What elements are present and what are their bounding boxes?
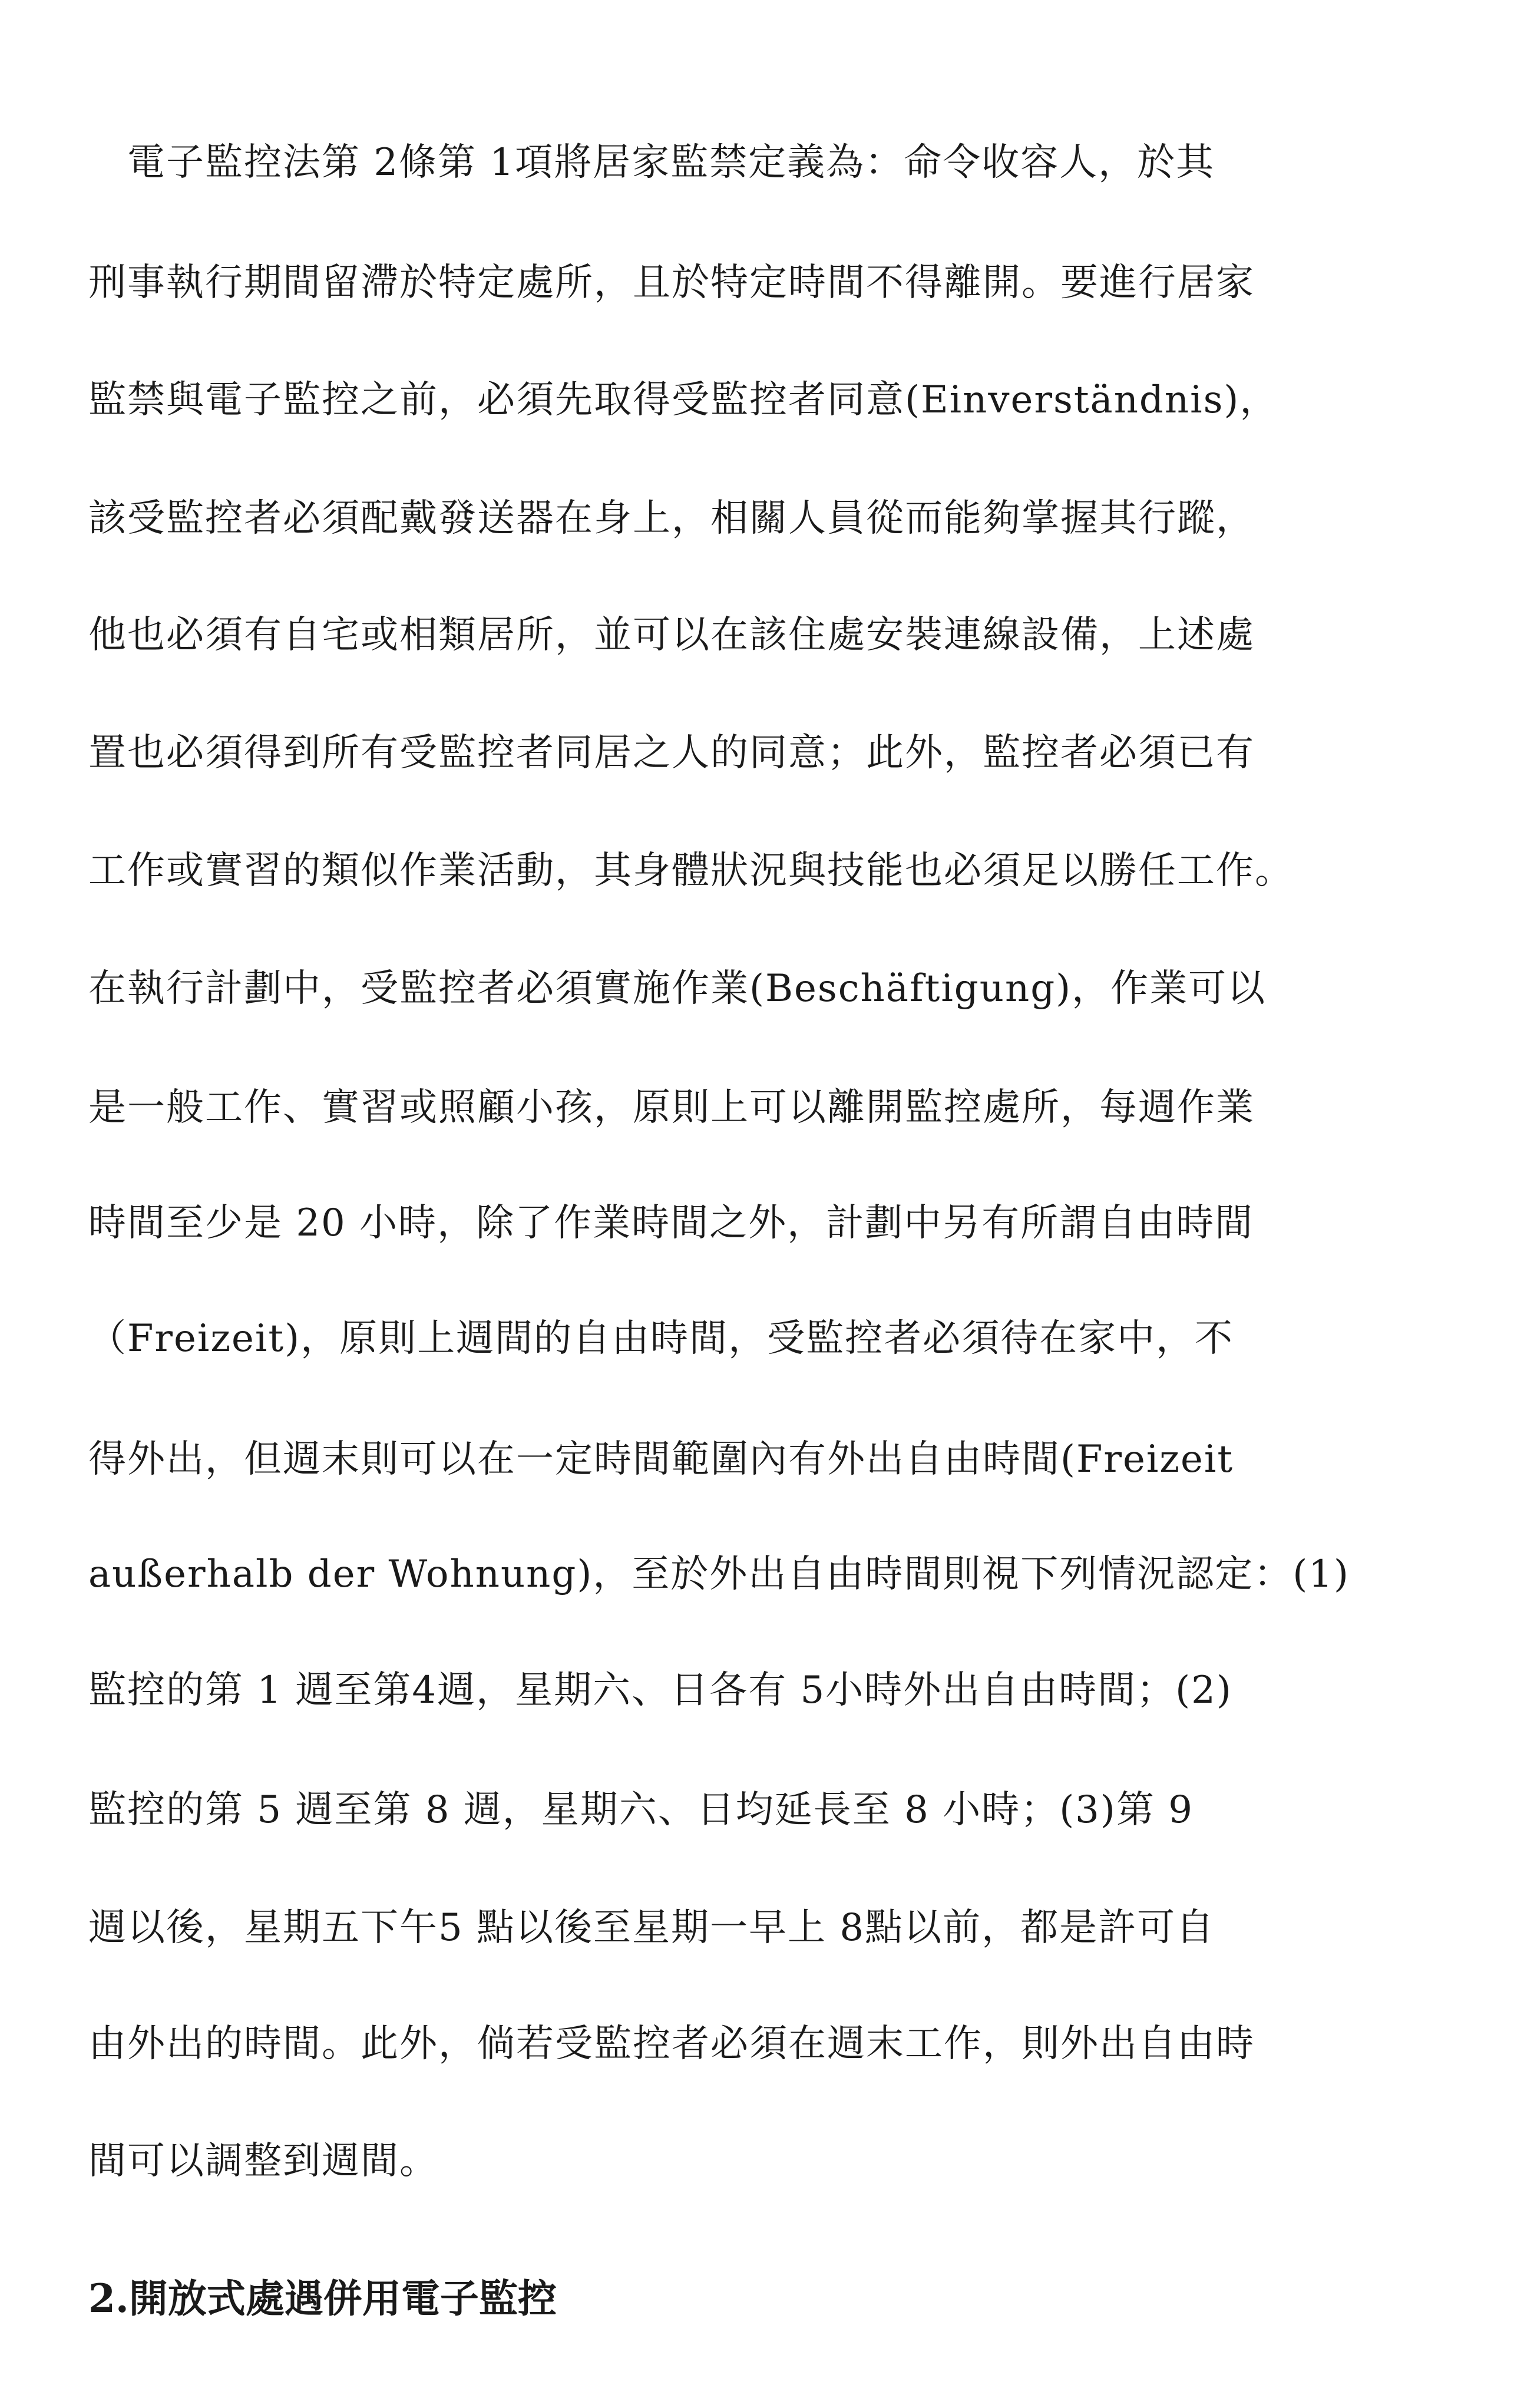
paragraph-line-3: 監禁與電子監控之前，必須先取得受監控者同意(Einverständnis)， — [88, 378, 1279, 422]
paragraph-line-11: （Freizeit)，原則上週間的自由時間，受監控者必須待在家中，不 — [88, 1317, 1234, 1360]
paragraph-line-1: 電子監控法第 2條第 1項將居家監禁定義為：命令收容人，於其 — [88, 141, 1215, 184]
paragraph-line-4: 該受監控者必須配戴發送器在身上，相關人員從而能夠掌握其行蹤， — [88, 497, 1255, 540]
paragraph-line-16: 週以後，星期五下午5 點以後至星期一早上 8點以前，都是許可自 — [88, 1906, 1215, 1950]
paragraph-line-8: 在執行計劃中，受監控者必須實施作業(Beschäftigung)，作業可以 — [88, 967, 1267, 1010]
section-heading: 2.開放式處遇併用電子監控 — [88, 2275, 557, 2321]
paragraph-line-10: 時間至少是 20 小時，除了作業時間之外，計劃中另有所謂自由時間 — [88, 1201, 1254, 1245]
paragraph-line-2: 刑事執行期間留滯於特定處所，且於特定時間不得離開。要進行居家 — [88, 261, 1255, 305]
paragraph-line-18: 間可以調整到週間。 — [88, 2139, 438, 2183]
paragraph-line-12: 得外出，但週末則可以在一定時間範圍內有外出自由時間(Freizeit — [88, 1438, 1234, 1481]
paragraph-line-15: 監控的第 5 週至第 8 週，星期六、日均延長至 8 小時；(3)第 9 — [88, 1788, 1194, 1832]
paragraph-line-7: 工作或實習的類似作業活動，其身體狀況與技能也必須足以勝任工作。 — [88, 849, 1294, 893]
paragraph-line-6: 置也必須得到所有受監控者同居之人的同意；此外，監控者必須已有 — [88, 731, 1255, 775]
paragraph-line-5: 他也必須有自宅或相類居所，並可以在該住處安裝連線設備，上述處 — [88, 613, 1255, 657]
paragraph-line-17: 由外出的時間。此外，倘若受監控者必須在週末工作，則外出自由時 — [88, 2022, 1255, 2066]
paragraph-line-13: außerhalb der Wohnung)，至於外出自由時間則視下列情況認定：(1) — [88, 1553, 1350, 1596]
paragraph-line-9: 是一般工作、實習或照顧小孩，原則上可以離開監控處所，每週作業 — [88, 1086, 1255, 1129]
paragraph-line-14: 監控的第 1 週至第4週，星期六、日各有 5小時外出自由時間；(2) — [88, 1669, 1232, 1712]
